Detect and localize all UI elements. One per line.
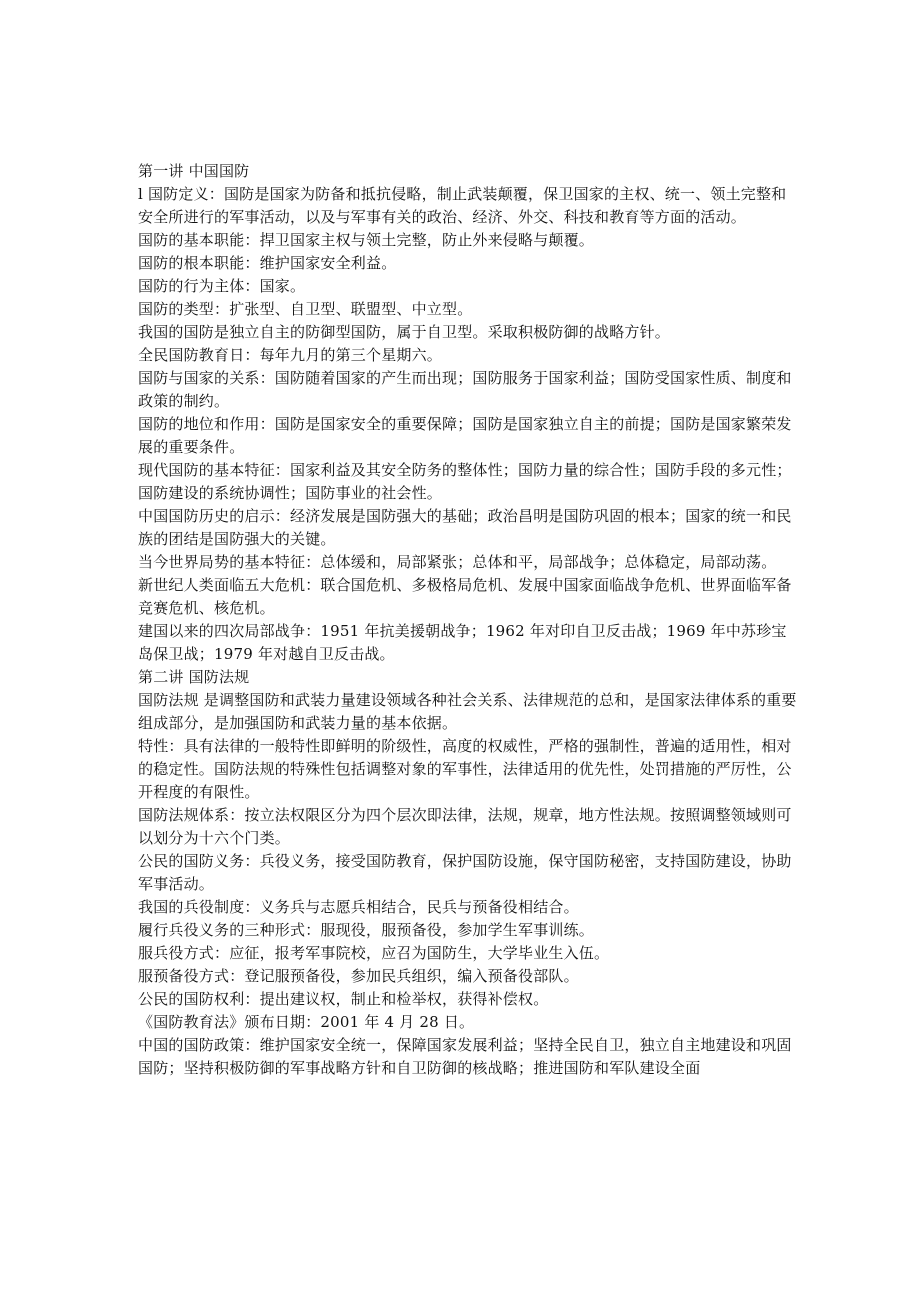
document-page [138, 160, 798, 1080]
paragraph: 中国的国防政策：维护国家安全统一，保障国家发展利益；坚持全民自卫，独立自主地建设和巩固国防；坚持积极防御的军事战略方针和自卫防御的核战略；推进国防和军队建设全面 [138, 1036, 792, 1077]
paragraph: 国防法规 是调整国防和武装力量建设领域各种社会关系、法律规范的总和，是国家法律体系的重要组成部分，是加强国防和武装力量的基本依据。 [138, 691, 797, 732]
paragraph: 国防的地位和作用：国防是国家安全的重要保障；国防是国家独立自主的前提；国防是国家繁荣发展的重要条件。 [138, 415, 792, 456]
paragraph: 服预备役方式：登记服预备役，参加民兵组织，编入预备役部队。 [138, 967, 579, 985]
paragraph: 公民的国防义务：兵役义务，接受国防教育，保护国防设施，保守国防秘密，支持国防建设，协助军事活动。 [138, 852, 792, 893]
lecture-1-heading: 第一讲 中国国防 [138, 162, 250, 180]
paragraph: l 国防定义：国防是国家为防备和抵抗侵略，制止武装颠覆，保卫国家的主权、统一、领土完整和安全所进行的军事活动，以及与军事有关的政治、经济、外交、科技和教育等方面的活动。 [138, 185, 787, 226]
paragraph: 国防与国家的关系：国防随着国家的产生而出现；国防服务于国家利益；国防受国家性质、制度和政策的制约。 [138, 369, 792, 410]
paragraph: 国防的基本职能：捍卫国家主权与领土完整，防止外来侵略与颠覆。 [138, 231, 595, 249]
paragraph: 当今世界局势的基本特征：总体缓和，局部紧张；总体和平，局部战争；总体稳定，局部动荡。 [138, 553, 777, 571]
paragraph: 国防的类型：扩张型、自卫型、联盟型、中立型。 [138, 300, 473, 318]
paragraph: 公民的国防权利：提出建议权，制止和检举权，获得补偿权。 [138, 990, 549, 1008]
paragraph: 我国的国防是独立自主的防御型国防，属于自卫型。采取积极防御的战略方针。 [138, 323, 671, 341]
paragraph: 全民国防教育日：每年九月的第三个星期六。 [138, 346, 443, 364]
paragraph: 《国防教育法》颁布日期：2001 年 4 月 28 日。 [138, 1013, 475, 1031]
paragraph: 中国国防历史的启示：经济发展是国防强大的基础；政治昌明是国防巩固的根本；国家的统一和民族的团结是国防强大的关键。 [138, 507, 792, 548]
paragraph: 国防的行为主体：国家。 [138, 277, 306, 295]
paragraph: 履行兵役义务的三种形式：服现役，服预备役，参加学生军事训练。 [138, 921, 595, 939]
lecture-2-heading: 第二讲 国防法规 [138, 668, 250, 686]
paragraph: 现代国防的基本特征：国家利益及其安全防务的整体性；国防力量的综合性；国防手段的多元性；国防建设的系统协调性；国防事业的社会性。 [138, 461, 792, 502]
paragraph: 建国以来的四次局部战争：1951 年抗美援朝战争；1962 年对印自卫反击战；1969 年中苏珍宝岛保卫战；1979 年对越自卫反击战。 [138, 622, 787, 663]
paragraph: 服兵役方式：应征，报考军事院校，应召为国防生，大学毕业生入伍。 [138, 944, 610, 962]
paragraph: 特性：具有法律的一般特性即鲜明的阶级性，高度的权威性，严格的强制性，普遍的适用性，相对的稳定性。国防法规的特殊性包括调整对象的军事性，法律适用的优先性，处罚措施的严厉性，公开程度的有限性。 [138, 737, 792, 801]
paragraph: 国防的根本职能：维护国家安全利益。 [138, 254, 397, 272]
paragraph: 新世纪人类面临五大危机：联合国危机、多极格局危机、发展中国家面临战争危机、世界面临军备竞赛危机、核危机。 [138, 576, 792, 617]
paragraph: 国防法规体系：按立法权限区分为四个层次即法律，法规，规章，地方性法规。按照调整领域则可以划分为十六个门类。 [138, 806, 792, 847]
paragraph: 我国的兵役制度：义务兵与志愿兵相结合，民兵与预备役相结合。 [138, 898, 579, 916]
